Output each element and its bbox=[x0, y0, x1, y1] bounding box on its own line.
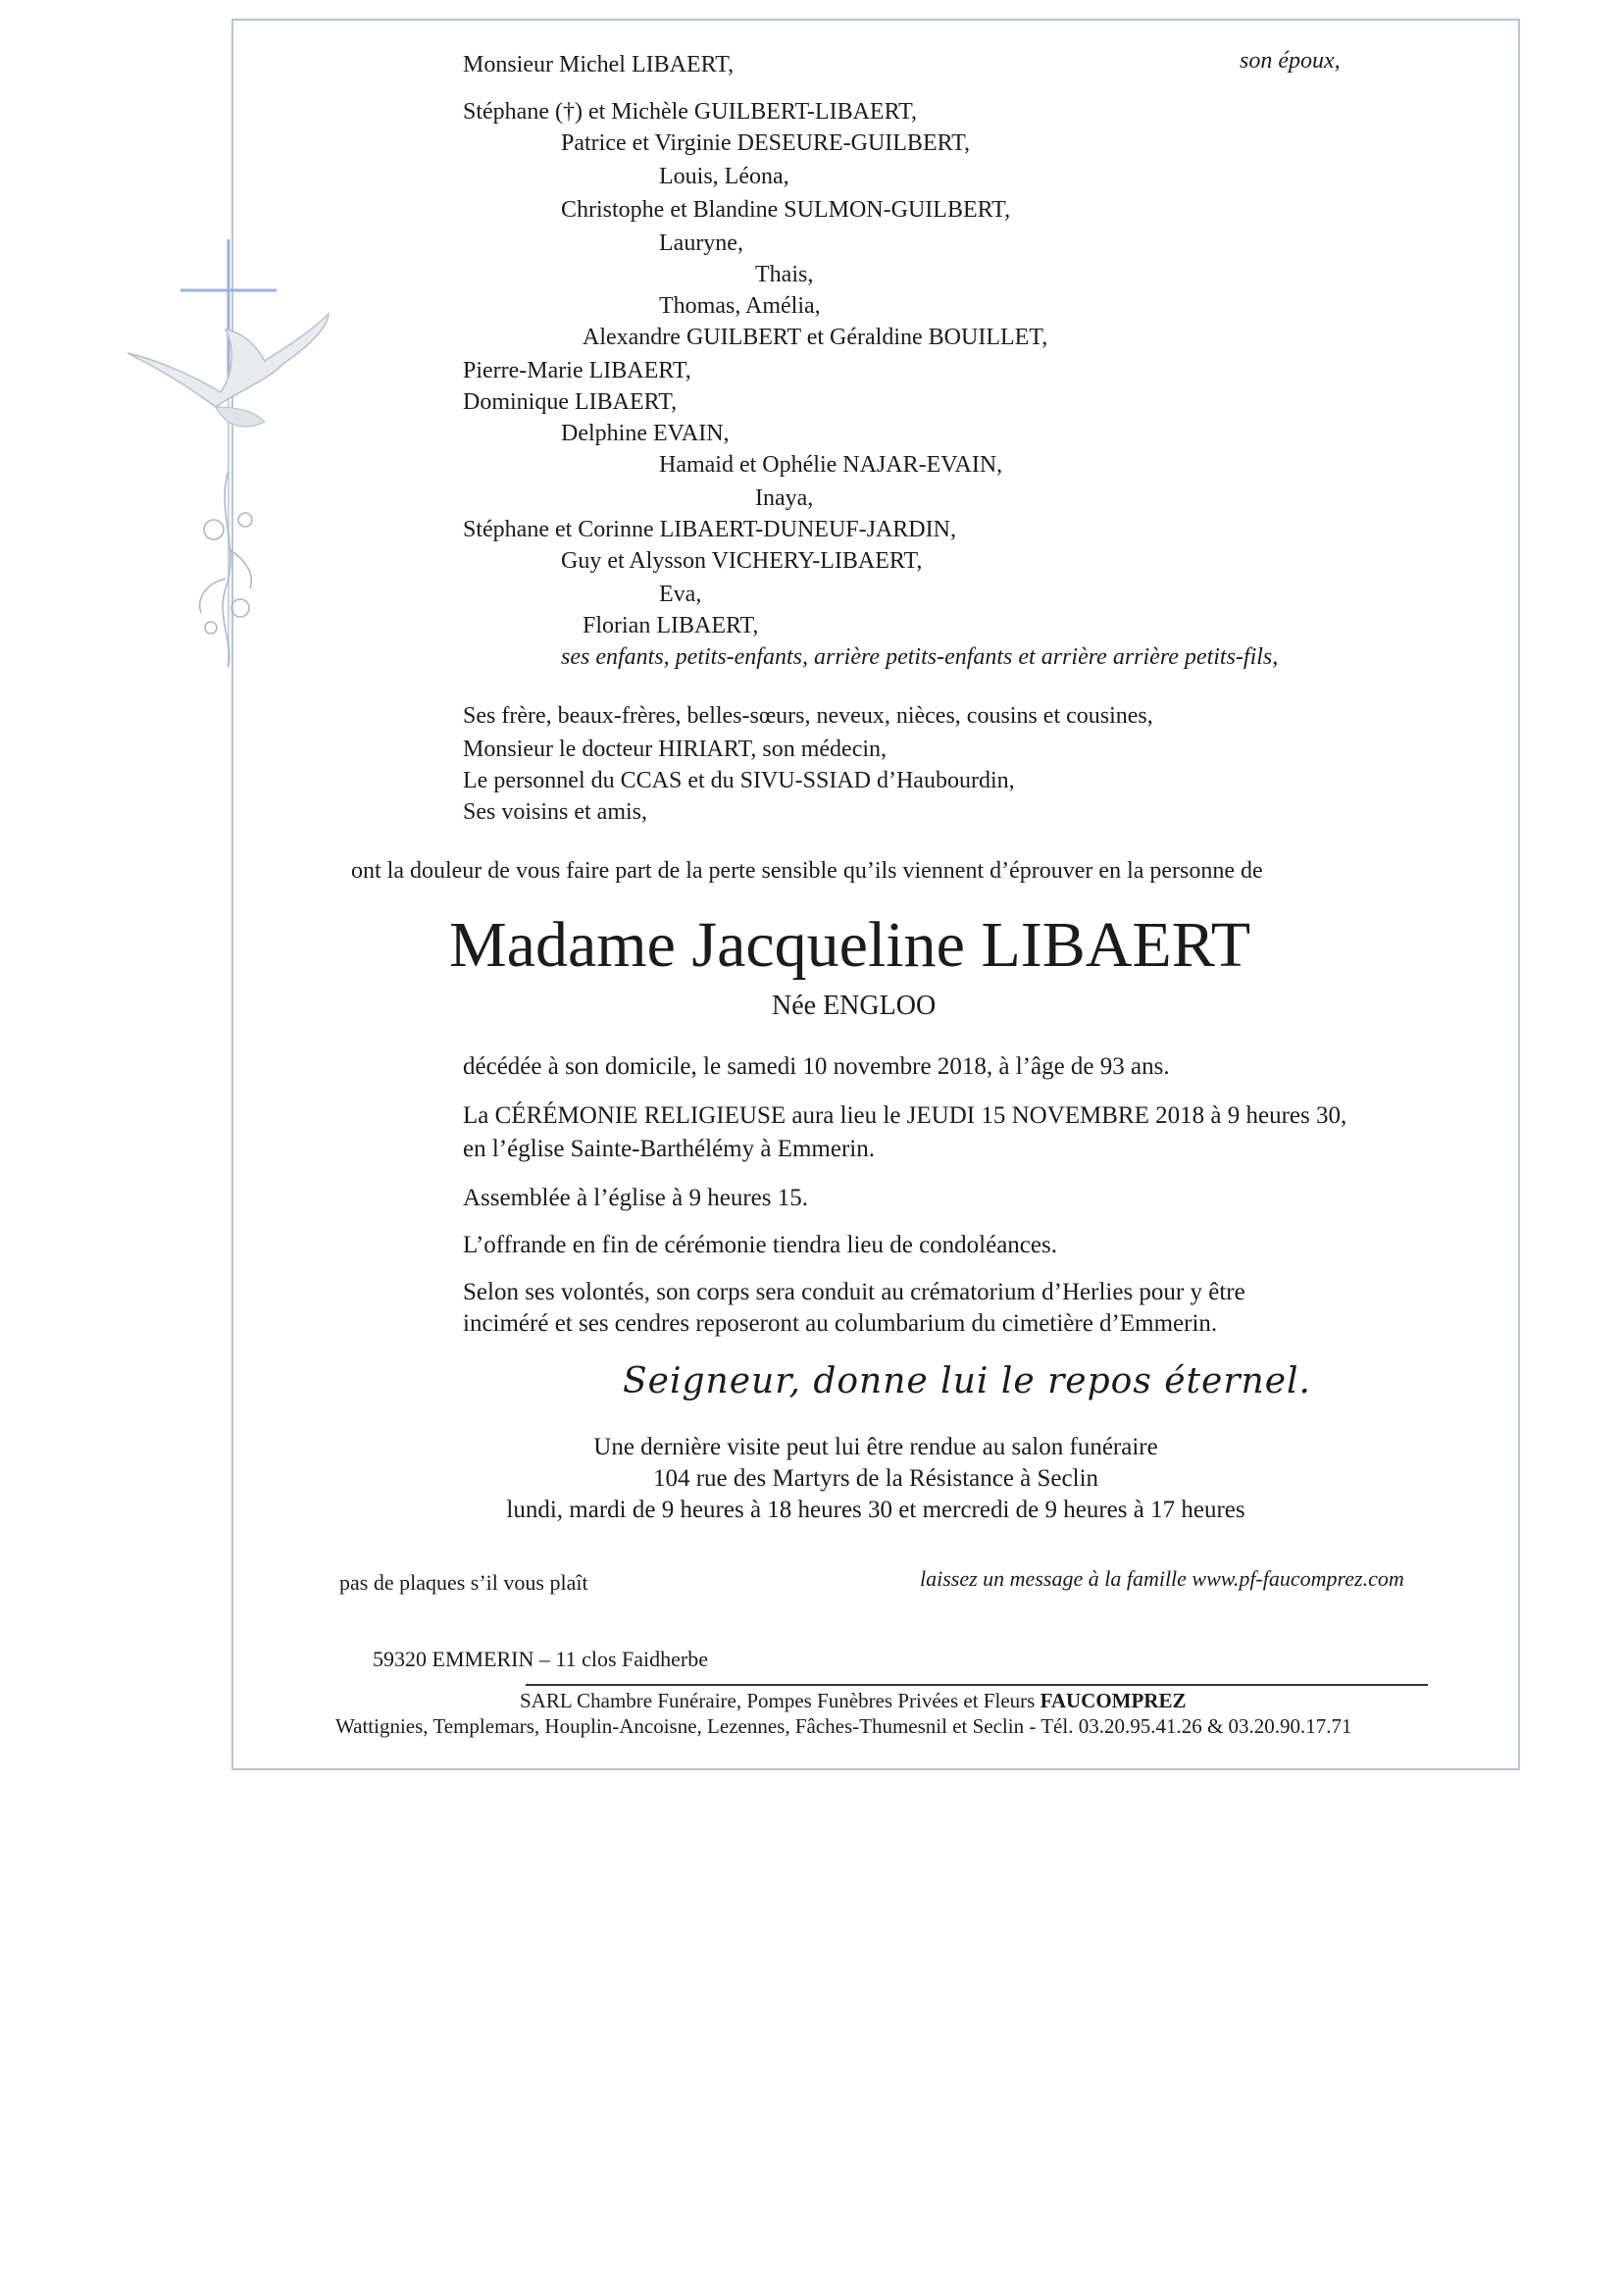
flower-branch-icon bbox=[200, 471, 252, 667]
company-prefix: SARL Chambre Funéraire, Pompes Funèbres Privées et Fleurs bbox=[520, 1689, 1040, 1712]
deceased-name: Madame Jacqueline LIBAERT bbox=[449, 909, 1251, 981]
detail-line: La CÉRÉMONIE RELIGIEUSE aura lieu le JEUDI 15 NOVEMBRE 2018 à 9 heures 30, bbox=[463, 1102, 1347, 1129]
family-line: Louis, Léona, bbox=[659, 164, 789, 189]
footer-rule bbox=[526, 1684, 1428, 1686]
family-line: Guy et Alysson VICHERY-LIBAERT, bbox=[561, 548, 923, 574]
family-line: Florian LIBAERT, bbox=[583, 613, 759, 638]
visit-line: Une dernière visite peut lui être rendue au salon funéraire bbox=[593, 1434, 1158, 1460]
family-line: Christophe et Blandine SULMON-GUILBERT, bbox=[561, 197, 1011, 223]
announcement: ont la douleur de vous faire part de la perte sensible qu’ils viennent d’éprouver en la personne de bbox=[351, 858, 1263, 884]
visit-line: lundi, mardi de 9 heures à 18 heures 30 et mercredi de 9 heures à 17 heures bbox=[506, 1497, 1245, 1523]
others-line: Le personnel du CCAS et du SIVU-SSIAD d’Haubourdin, bbox=[463, 768, 1015, 793]
cross-dove-decoration bbox=[118, 235, 343, 696]
family-line: Hamaid et Ophélie NAJAR-EVAIN, bbox=[659, 452, 1003, 478]
message-note: laissez un message à la famille www.pf-faucomprez.com bbox=[920, 1566, 1404, 1591]
address: 59320 EMMERIN – 11 clos Faidherbe bbox=[373, 1647, 708, 1671]
family-line: Stéphane (†) et Michèle GUILBERT-LIBAERT, bbox=[463, 99, 918, 125]
no-plaques-note: pas de plaques s’il vous plaît bbox=[339, 1570, 588, 1595]
others-line: Monsieur le docteur HIRIART, son médecin, bbox=[463, 737, 888, 762]
company-name: FAUCOMPREZ bbox=[1040, 1689, 1187, 1712]
family-line: Monsieur Michel LIBAERT, bbox=[463, 52, 735, 77]
detail-line: décédée à son domicile, le samedi 10 novembre 2018, à l’âge de 93 ans. bbox=[463, 1053, 1170, 1080]
family-line: Pierre-Marie LIBAERT, bbox=[463, 358, 691, 383]
visit-line: 104 rue des Martyrs de la Résistance à Seclin bbox=[652, 1465, 1099, 1492]
cross-icon bbox=[180, 239, 277, 667]
family-line: Dominique LIBAERT, bbox=[463, 389, 678, 415]
detail-line: L’offrande en fin de cérémonie tiendra lieu de condoléances. bbox=[463, 1232, 1057, 1258]
locations-line: Wattignies, Templemars, Houplin-Ancoisne, Lezennes, Fâches-Thumesnil et Seclin - Tél. 03.20.95.41.26 & 03.20.90.17.71 bbox=[335, 1714, 1352, 1738]
family-line: Thomas, Amélia, bbox=[659, 293, 821, 319]
detail-line: Assemblée à l’église à 9 heures 15. bbox=[463, 1185, 808, 1211]
family-line: Lauryne, bbox=[659, 230, 743, 256]
family-line: Thais, bbox=[755, 262, 814, 287]
detail-line: inciméré et ses cendres reposeront au columbarium du cimetière d’Emmerin. bbox=[463, 1310, 1218, 1337]
family-line: Delphine EVAIN, bbox=[561, 421, 730, 446]
spouse-note: son époux, bbox=[1240, 48, 1341, 74]
maiden-name: Née ENGLOO bbox=[772, 991, 937, 1021]
family-line: Stéphane et Corinne LIBAERT-DUNEUF-JARDIN, bbox=[463, 517, 956, 542]
detail-line: en l’église Sainte-Barthélémy à Emmerin. bbox=[463, 1136, 875, 1162]
others-line: Ses frère, beaux-frères, belles-sœurs, neveux, nièces, cousins et cousines, bbox=[463, 703, 1153, 729]
family-line: Patrice et Virginie DESEURE-GUILBERT, bbox=[561, 130, 971, 156]
children-note: ses enfants, petits-enfants, arrière petits-enfants et arrière arrière petits-fils, bbox=[561, 644, 1279, 670]
prayer-line: Seigneur, donne lui le repos éternel. bbox=[623, 1361, 1311, 1401]
family-line: Eva, bbox=[659, 582, 702, 607]
detail-line: Selon ses volontés, son corps sera conduit au crématorium d’Herlies pour y être bbox=[463, 1279, 1245, 1305]
family-line: Alexandre GUILBERT et Géraldine BOUILLET, bbox=[583, 325, 1048, 350]
family-line: Inaya, bbox=[755, 485, 814, 511]
others-line: Ses voisins et amis, bbox=[463, 799, 648, 825]
company-line bbox=[520, 1689, 1187, 1713]
